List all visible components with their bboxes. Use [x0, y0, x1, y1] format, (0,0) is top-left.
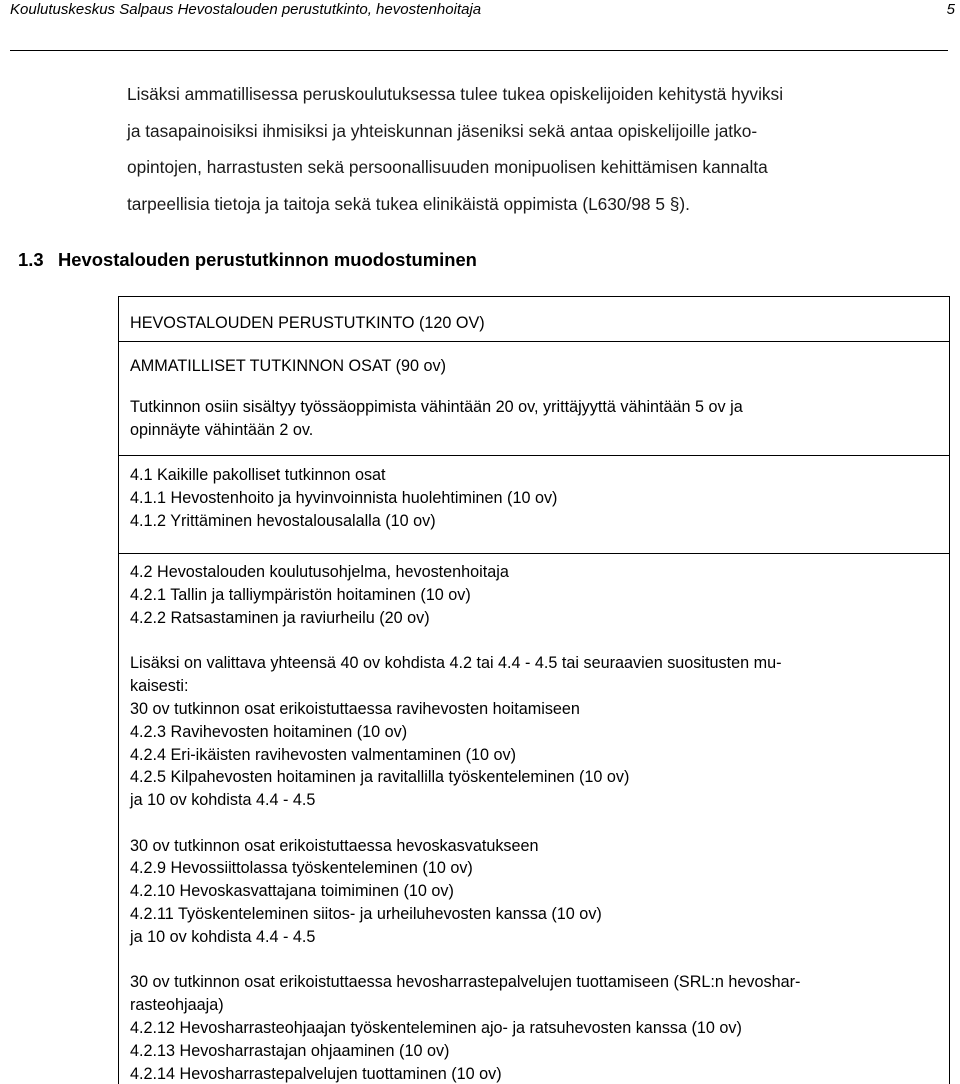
- unit-item: 4.2.4 Eri-ikäisten ravihevosten valmentaminen (10 ov): [130, 746, 516, 764]
- section-heading: [18, 249, 477, 271]
- vocational-units-note: opinnäyte vähintään 2 ov.: [130, 421, 314, 439]
- unit-item: 4.2.9 Hevossiittolassa työskenteleminen (10 ov): [130, 859, 473, 877]
- vocational-units-note: Tutkinnon osiin sisältyy työssäoppimista vähintään 20 ov, yrittäjyyttä vähintään 5 ov ja: [130, 398, 743, 416]
- unit-item: 4.2.12 Hevosharrasteohjaajan työskenteleminen ajo- ja ratsuhevosten kanssa (10 ov): [130, 1019, 742, 1037]
- specialisation-heading: 30 ov tutkinnon osat erikoistuttaessa hevoskasvatukseen: [130, 837, 539, 855]
- unit-item: 4.2.11 Työskenteleminen siitos- ja urheiluhevosten kanssa (10 ov): [130, 905, 602, 923]
- unit-item: 4.2.10 Hevoskasvattajana toimiminen (10 ov): [130, 882, 454, 900]
- compulsory-units-heading: 4.1 Kaikille pakolliset tutkinnon osat: [130, 466, 386, 484]
- specialisation-heading: 30 ov tutkinnon osat erikoistuttaessa ravihevosten hoitamiseen: [130, 700, 580, 718]
- section-number: 1.3: [18, 249, 44, 270]
- header-rule: [10, 50, 948, 51]
- elective-note: Lisäksi on valittava yhteensä 40 ov kohdista 4.2 tai 4.4 - 4.5 tai seuraavien suositusten mu-: [130, 654, 782, 672]
- unit-item: 4.2.5 Kilpahevosten hoitaminen ja ravitallilla työskenteleminen (10 ov): [130, 768, 630, 786]
- unit-item: 4.1.1 Hevostenhoito ja hyvinvoinnista huolehtiminen (10 ov): [130, 489, 558, 507]
- elective-note: kaisesti:: [130, 677, 189, 695]
- qualification-title: HEVOSTALOUDEN PERUSTUTKINTO (120 OV): [130, 314, 485, 332]
- compulsory-units-box: [118, 455, 950, 553]
- intro-paragraph: [127, 76, 932, 222]
- unit-item: 4.1.2 Yrittäminen hevostalousalalla (10 ov): [130, 512, 436, 530]
- unit-item: 4.2.3 Ravihevosten hoitaminen (10 ov): [130, 723, 408, 741]
- qualification-box: [118, 296, 950, 341]
- programme-heading: 4.2 Hevostalouden koulutusohjelma, hevostenhoitaja: [130, 563, 509, 581]
- study-programme-box: [118, 553, 950, 1084]
- intro-line: ja tasapainoisiksi ihmisiksi ja yhteiskunnan jäseniksi sekä antaa opiskelijoille jatko-: [127, 120, 758, 141]
- specialisation-heading: rasteohjaaja): [130, 996, 224, 1014]
- unit-item: 4.2.2 Ratsastaminen ja raviurheilu (20 ov): [130, 609, 430, 627]
- page-header: [10, 0, 955, 24]
- intro-line: tarpeellisia tietoja ja taitoja sekä tukea elinikäistä oppimista (L630/98 5 §).: [127, 193, 690, 214]
- section-title: Hevostalouden perustutkinnon muodostuminen: [58, 249, 477, 270]
- document-title: Koulutuskeskus Salpaus Hevostalouden perustutkinto, hevostenhoitaja: [10, 1, 482, 18]
- elective-note: ja 10 ov kohdista 4.4 - 4.5: [130, 791, 316, 809]
- vocational-units-box: [118, 341, 950, 455]
- vocational-units-heading: AMMATILLISET TUTKINNON OSAT (90 ov): [130, 357, 447, 375]
- unit-item: 4.2.1 Tallin ja talliympäristön hoitaminen (10 ov): [130, 586, 471, 604]
- unit-item: 4.2.13 Hevosharrastajan ohjaaminen (10 ov): [130, 1042, 450, 1060]
- intro-line: opintojen, harrastusten sekä persoonallisuuden monipuolisen kehittämisen kannalta: [127, 157, 768, 177]
- elective-note: ja 10 ov kohdista 4.4 - 4.5: [130, 928, 316, 946]
- specialisation-heading: 30 ov tutkinnon osat erikoistuttaessa hevosharrastepalvelujen tuottamiseen (SRL:n hevoshar-: [130, 973, 801, 991]
- page-number: 5: [946, 1, 955, 18]
- unit-item: 4.2.14 Hevosharrastepalvelujen tuottaminen (10 ov): [130, 1065, 502, 1083]
- intro-line: Lisäksi ammatillisessa peruskoulutuksessa tulee tukea opiskelijoiden kehitystä hyviksi: [127, 84, 784, 104]
